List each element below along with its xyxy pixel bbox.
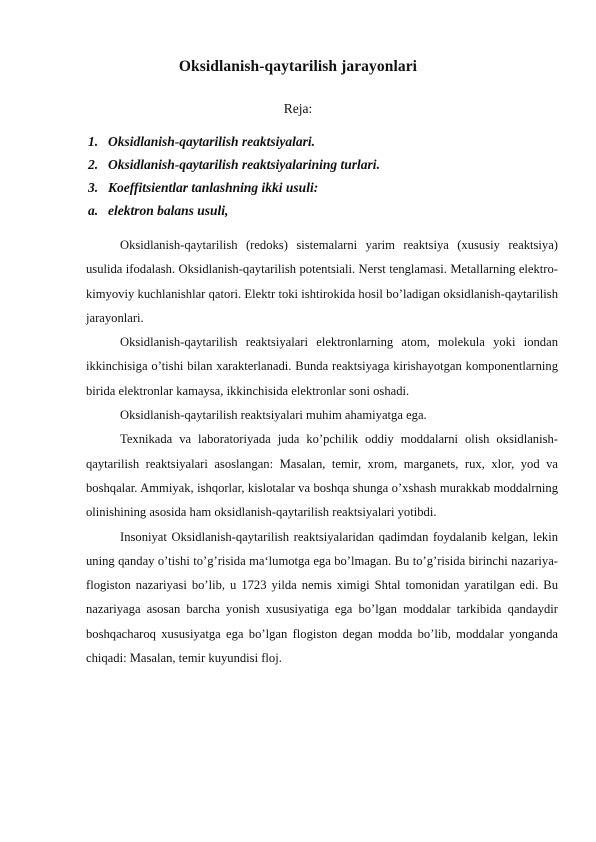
plan-item-marker: a. [88,203,99,218]
plan-item-marker: 1. [88,134,99,149]
plan-item-text: Oksidlanish-qaytarilish reaktsiyalari. [108,134,316,149]
plan-heading: Reja: [283,101,313,116]
plan-item-text: Koeffitsientlar tanlashning ikki usuli: [108,180,319,195]
plan-item-text: Oksidlanish-qaytarilish reaktsiyalarining turlari. [108,157,380,172]
plan-item [88,176,548,199]
body-text [86,233,558,670]
plan-item-text: elektron balans usuli, [108,203,229,218]
paragraph: Oksidlanish-qaytarilish reaktsiyalari elektronlarning atom, molekula yoki iondan ikkinchisiga o’tishi bilan xarakterlanadi. Bunda reaktsiyaga kirishayotgan komponentlarning birida elektronlar kamaysa, ikkinchisida elektronlar soni oshadi. [86,335,558,398]
plan-item [88,153,548,176]
plan-item-marker: 2. [88,157,99,172]
paragraph: Insoniyat Oksidlanish-qaytarilish reaktsiyalaridan qadimdan foydalanib kelgan, lekin uning qanday o’tishi to’g’risida ma‘lumotga ega bo’lmagan. Bu to’g’risida birinchi nazariya-flogiston nazariyasi bo’lib, u 1723 yilda nemis ximigi Shtal tomonidan yaratilgan edi. Bu nazariyaga asosan barcha yonish xususiyatiga ega bo’lgan moddalar tarkibida qandaydir boshqacharoq xususiyatga ega bo’lgan flogiston degan modda bo’lib, moddalar yonganda chiqadi: Masalan, temir kuyundisi floj. [86,529,558,666]
plan-item-marker: 3. [88,180,99,195]
plan-list [88,130,548,222]
paragraph: Oksidlanish-qaytarilish reaktsiyalari muhim ahamiyatga ega. [120,408,427,423]
plan-item [88,199,548,222]
paragraph: Oksidlanish-qaytarilish (redoks) sistemalarni yarim reaktsiya (xususiy reaktsiya) usulida ifodalash. Oksidlanish-qaytarilish potentsiali. Nerst tenglamasi. Metallarning elektro-kimyoviy kuchlanishlar qatori. Elektr toki ishtirokida hosil bo’ladigan oksidlanish-qaytarilish jarayonlari. [86,238,558,325]
document-title: Oksidlanish-qaytarilish jarayonlari [178,58,418,75]
paragraph: Texnikada va laboratoriyada juda ko’pchilik oddiy moddalarni olish oksidlanish-qaytarilish reaktsiyalari asoslangan: Masalan, temir, xrom, marganets, rux, xlor, yod va boshqalar. Ammiyak, ishqorlar, kislotalar va boshqa shunga o’xshash murakkab moddalrning olinishining asosida ham oksidlanish-qaytarilish reaktsiyalari yotibdi. [86,432,558,520]
plan-item [88,130,548,153]
